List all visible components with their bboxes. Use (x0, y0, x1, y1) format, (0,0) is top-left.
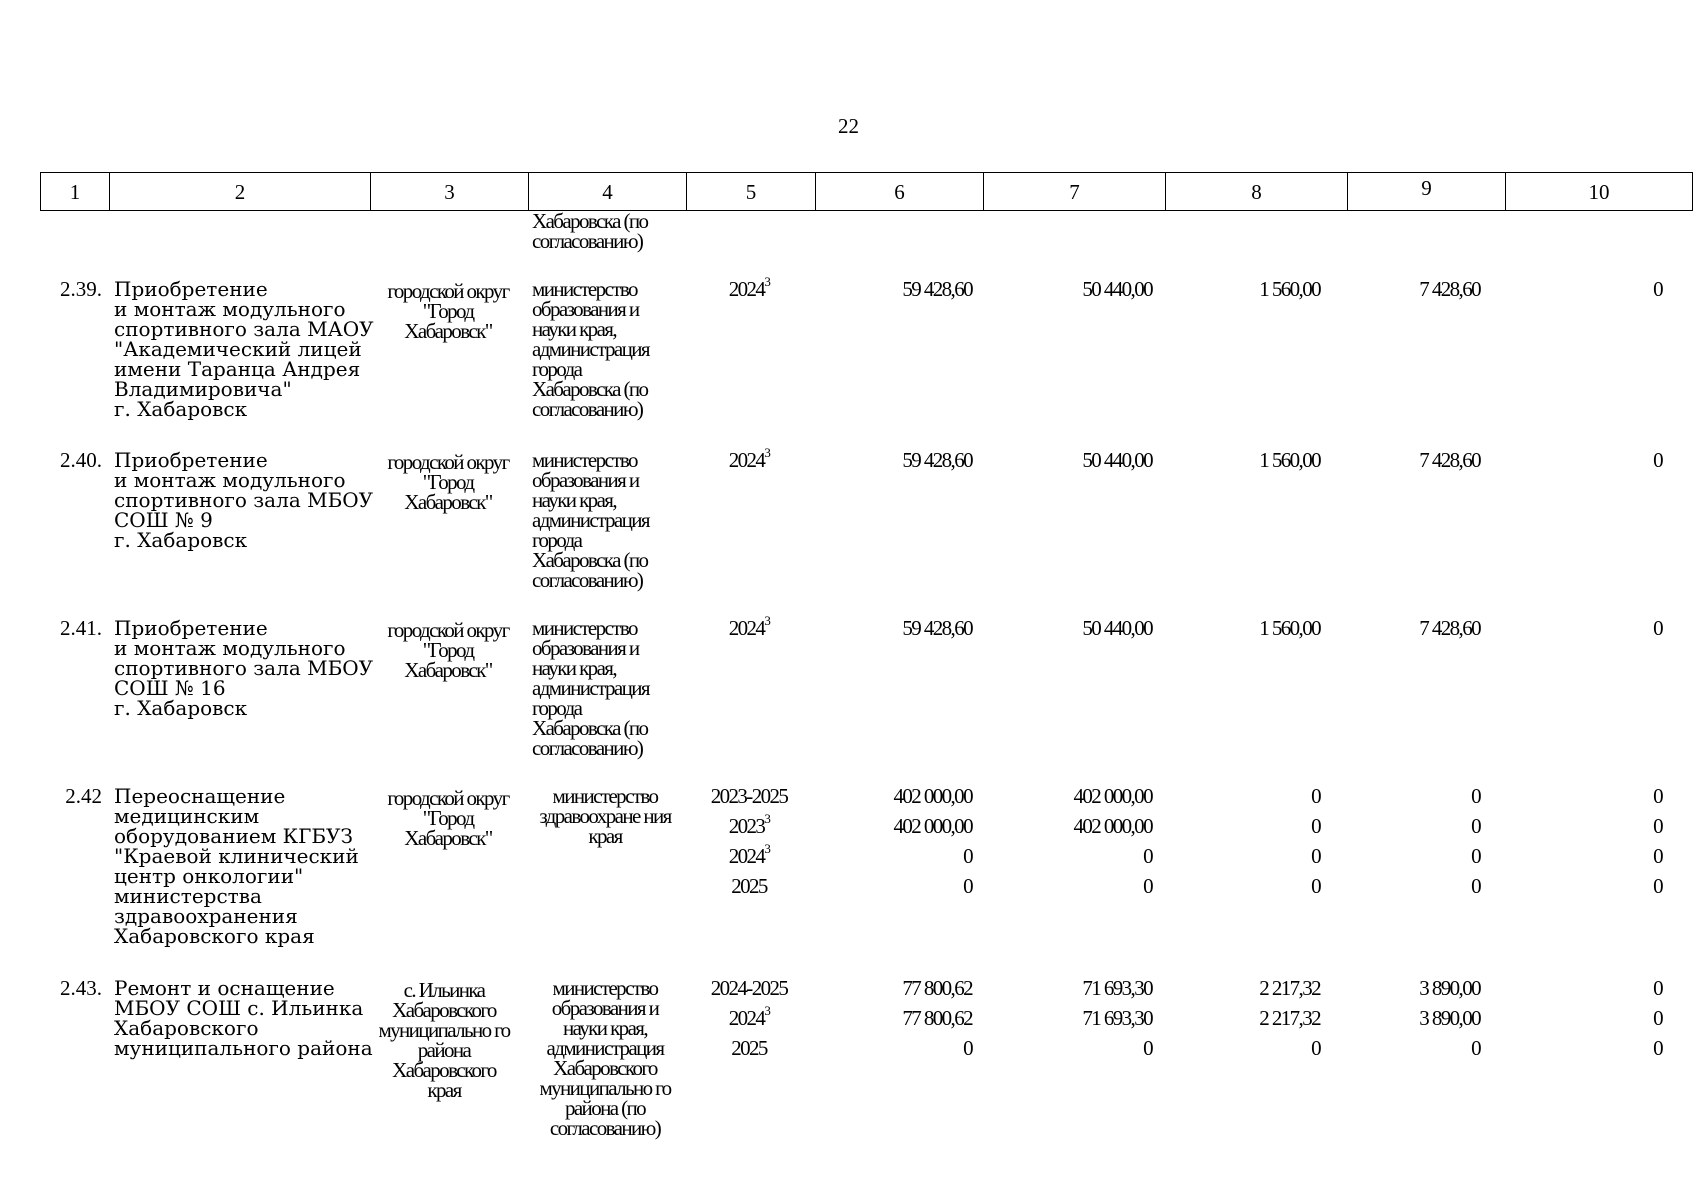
row-2-42-col6-3: 0 (963, 844, 972, 868)
row-2-40-year: 2024$^3$ (728, 445, 770, 472)
row-2-42-col9-2: 0 (1471, 814, 1480, 838)
row-2-43-col7-2: 71 693,30 (1082, 1006, 1152, 1030)
row-2-40-col8: 1 560,00 (1259, 448, 1320, 472)
row-2-43-col10-1: 0 (1653, 976, 1662, 1000)
row-2-40-col7: 50 440,00 (1082, 448, 1152, 472)
row-2-43-col8-2: 2 217,32 (1259, 1006, 1320, 1030)
carryover-executor: Хабаровска (по согласованию) (532, 209, 648, 253)
row-2-40-name: Приобретение и монтаж модульного спортивного зала МБОУ СОШ № 9 г. Хабаровск (114, 448, 374, 552)
row-2-42-col6-2: 402 000,00 (893, 814, 972, 838)
row-2-42-col8-4: 0 (1311, 874, 1320, 898)
row-2-43-col6-3: 0 (963, 1036, 972, 1060)
row-2-42-col8-2: 0 (1311, 814, 1320, 838)
row-2-41-col9: 7 428,60 (1419, 616, 1480, 640)
row-2-42-number: 2.42 (65, 784, 102, 808)
row-2-39-location: городской округ "Город Хабаровск" (387, 279, 509, 343)
row-2-39-col9: 7 428,60 (1419, 277, 1480, 301)
row-2-43-executor: министерство образования и науки края, администрация Хабаровского муниципально го района (по согласованию) (539, 976, 671, 1140)
row-2-39-col6: 59 428,60 (902, 277, 972, 301)
row-2-40-executor: министерство образования и науки края, администрация города Хабаровска (по согласованию) (532, 448, 649, 592)
header-col-3: 3 (370, 172, 528, 211)
row-2-43-col7-3: 0 (1143, 1036, 1152, 1060)
row-2-42-col10-1: 0 (1653, 784, 1662, 808)
row-2-41-name: Приобретение и монтаж модульного спортивного зала МБОУ СОШ № 16 г. Хабаровск (114, 616, 374, 720)
row-2-43-col7-1: 71 693,30 (1082, 976, 1152, 1000)
row-2-42-col7-4: 0 (1143, 874, 1152, 898)
row-2-43-col10-2: 0 (1653, 1006, 1662, 1030)
row-2-40-number: 2.40. (60, 448, 102, 472)
row-2-42-col9-1: 0 (1471, 784, 1480, 808)
header-col-9: 9 (1347, 172, 1505, 211)
header-col-10: 10 (1505, 172, 1693, 211)
row-2-42-year-2: 2023$^3$ (728, 811, 770, 838)
row-2-40-col9: 7 428,60 (1419, 448, 1480, 472)
row-2-40-col10: 0 (1653, 448, 1662, 472)
row-2-42-year-1: 2023-2025 (710, 784, 788, 808)
row-2-39-executor: министерство образования и науки края, администрация города Хабаровска (по согласованию) (532, 277, 649, 421)
row-2-42-location: городской округ "Город Хабаровск" (387, 786, 509, 850)
row-2-42-executor: министерство здравоохране ния края (539, 784, 671, 848)
row-2-42-col10-2: 0 (1653, 814, 1662, 838)
row-2-43-col9-2: 3 890,00 (1419, 1006, 1480, 1030)
row-2-39-name: Приобретение и монтаж модульного спортивного зала МАОУ "Академический лицей имени Таранца Андрея Владимировича" г. Хабаровск (114, 277, 374, 421)
row-2-42-col10-4: 0 (1653, 874, 1662, 898)
row-2-43-year-3: 2025 (731, 1036, 767, 1060)
row-2-43-year-1: 2024-2025 (710, 976, 788, 1000)
row-2-42-col9-3: 0 (1471, 844, 1480, 868)
row-2-41-col6: 59 428,60 (902, 616, 972, 640)
row-2-42-col7-2: 402 000,00 (1073, 814, 1152, 838)
header-col-6: 6 (815, 172, 983, 211)
row-2-39-col7: 50 440,00 (1082, 277, 1152, 301)
row-2-43-col10-3: 0 (1653, 1036, 1662, 1060)
row-2-42-name: Переоснащение медицинским оборудованием КГБУЗ "Краевой клинический центр онкологии" министерства здравоохранения Хабаровского края (114, 784, 359, 948)
row-2-41-executor: министерство образования и науки края, администрация города Хабаровска (по согласованию) (532, 616, 649, 760)
header-col-5: 5 (686, 172, 815, 211)
header-col-8: 8 (1165, 172, 1347, 211)
row-2-41-location: городской округ "Город Хабаровск" (387, 618, 509, 682)
row-2-41-number: 2.41. (60, 616, 102, 640)
row-2-43-col6-2: 77 800,62 (902, 1006, 972, 1030)
row-2-43-col8-3: 0 (1311, 1036, 1320, 1060)
header-col-7: 7 (983, 172, 1165, 211)
header-col-4: 4 (528, 172, 686, 211)
page-number: 22 (838, 114, 859, 138)
row-2-39-col10: 0 (1653, 277, 1662, 301)
row-2-42-col7-3: 0 (1143, 844, 1152, 868)
row-2-43-col8-1: 2 217,32 (1259, 976, 1320, 1000)
row-2-42-year-3: 2024$^3$ (728, 841, 770, 868)
row-2-42-col8-1: 0 (1311, 784, 1320, 808)
row-2-42-col8-3: 0 (1311, 844, 1320, 868)
row-2-41-col10: 0 (1653, 616, 1662, 640)
row-2-41-col8: 1 560,00 (1259, 616, 1320, 640)
row-2-43-number: 2.43. (60, 976, 102, 1000)
row-2-43-location: с. Ильинка Хабаровского муниципально го района Хабаровского края (378, 978, 510, 1102)
row-2-39-number: 2.39. (60, 277, 102, 301)
row-2-40-col6: 59 428,60 (902, 448, 972, 472)
row-2-42-col6-1: 402 000,00 (893, 784, 972, 808)
row-2-43-col6-1: 77 800,62 (902, 976, 972, 1000)
header-col-1: 1 (40, 172, 109, 211)
row-2-42-col7-1: 402 000,00 (1073, 784, 1152, 808)
row-2-43-name: Ремонт и оснащение МБОУ СОШ с. Ильинка Хабаровского муниципального района (114, 976, 373, 1060)
row-2-42-col9-4: 0 (1471, 874, 1480, 898)
row-2-43-col9-3: 0 (1471, 1036, 1480, 1060)
row-2-43-year-2: 2024$^3$ (728, 1003, 770, 1030)
row-2-41-col7: 50 440,00 (1082, 616, 1152, 640)
row-2-42-col6-4: 0 (963, 874, 972, 898)
row-2-43-col9-1: 3 890,00 (1419, 976, 1480, 1000)
row-2-42-year-4: 2025 (731, 874, 767, 898)
row-2-40-location: городской округ "Город Хабаровск" (387, 450, 509, 514)
row-2-41-year: 2024$^3$ (728, 613, 770, 640)
row-2-39-col8: 1 560,00 (1259, 277, 1320, 301)
row-2-39-year: 2024$^3$ (728, 274, 770, 301)
header-col-2: 2 (109, 172, 370, 211)
row-2-42-col10-3: 0 (1653, 844, 1662, 868)
